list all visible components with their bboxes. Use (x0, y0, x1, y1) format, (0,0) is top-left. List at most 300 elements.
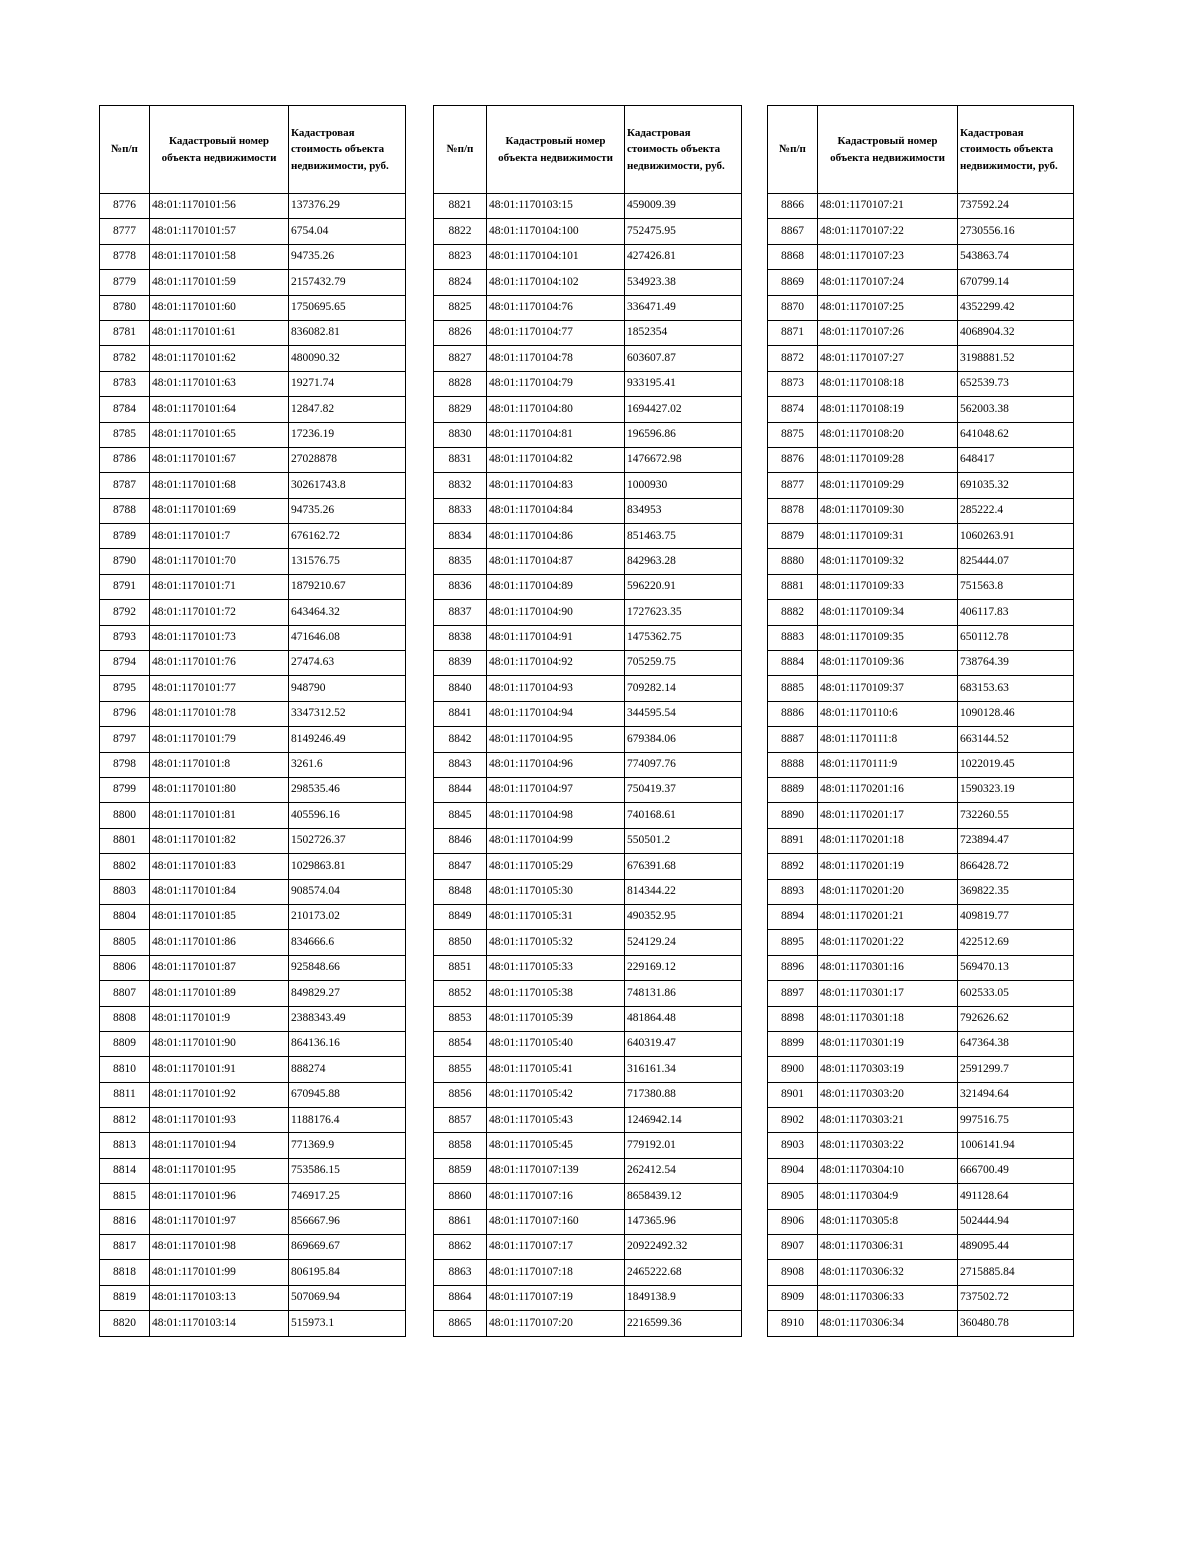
row-number: 8830 (434, 422, 487, 447)
row-number: 8804 (100, 904, 150, 929)
table-row (100, 955, 406, 980)
cadastral-number: 48:01:1170306:31 (818, 1235, 958, 1260)
cadastral-value: 502444.94 (958, 1209, 1074, 1234)
row-number: 8873 (768, 371, 818, 396)
table-row (768, 777, 1074, 802)
row-number: 8867 (768, 219, 818, 244)
cadastral-value: 748131.86 (625, 981, 742, 1006)
table-row (434, 854, 742, 879)
cadastral-number: 48:01:1170301:17 (818, 981, 958, 1006)
row-number: 8839 (434, 651, 487, 676)
cadastral-value: 2465222.68 (625, 1260, 742, 1285)
cadastral-number: 48:01:1170101:70 (150, 549, 289, 574)
cadastral-value: 663144.52 (958, 727, 1074, 752)
table-row (100, 676, 406, 701)
header-cadastral-value: Кадастровая стоимость объекта недвижимости, руб. (625, 106, 742, 194)
row-number: 8881 (768, 574, 818, 599)
row-number: 8836 (434, 574, 487, 599)
row-number: 8806 (100, 955, 150, 980)
cadastral-number: 48:01:1170104:91 (487, 625, 625, 650)
cadastral-number: 48:01:1170104:86 (487, 524, 625, 549)
cadastral-number: 48:01:1170107:20 (487, 1311, 625, 1336)
cadastral-value: 1029863.81 (289, 854, 406, 879)
cadastral-number: 48:01:1170101:62 (150, 346, 289, 371)
cadastral-number: 48:01:1170104:90 (487, 600, 625, 625)
cadastral-number: 48:01:1170101:97 (150, 1209, 289, 1234)
cadastral-number: 48:01:1170301:16 (818, 955, 958, 980)
cadastral-number: 48:01:1170301:19 (818, 1031, 958, 1056)
table-row (434, 244, 742, 269)
cadastral-number: 48:01:1170104:97 (487, 777, 625, 802)
cadastral-value: 94735.26 (289, 498, 406, 523)
row-number: 8887 (768, 727, 818, 752)
cadastral-value: 908574.04 (289, 879, 406, 904)
cadastral-value: 750419.37 (625, 777, 742, 802)
table-row (768, 727, 1074, 752)
cadastral-number: 48:01:1170101:89 (150, 981, 289, 1006)
table-row (434, 1006, 742, 1031)
cadastral-value: 196596.86 (625, 422, 742, 447)
row-number: 8856 (434, 1082, 487, 1107)
row-number: 8888 (768, 752, 818, 777)
cadastral-number: 48:01:1170201:18 (818, 828, 958, 853)
row-number: 8822 (434, 219, 487, 244)
row-number: 8827 (434, 346, 487, 371)
table-row (768, 1133, 1074, 1158)
table-row (100, 1209, 406, 1234)
table-row (434, 371, 742, 396)
table-row (768, 219, 1074, 244)
cadastral-value: 869669.67 (289, 1235, 406, 1260)
cadastral-value: 650112.78 (958, 625, 1074, 650)
row-number: 8828 (434, 371, 487, 396)
cadastral-number: 48:01:1170305:8 (818, 1209, 958, 1234)
cadastral-number: 48:01:1170304:9 (818, 1184, 958, 1209)
cadastral-number: 48:01:1170105:30 (487, 879, 625, 904)
cadastral-number: 48:01:1170101:95 (150, 1158, 289, 1183)
table-row (768, 651, 1074, 676)
row-number: 8906 (768, 1209, 818, 1234)
cadastral-number: 48:01:1170105:41 (487, 1057, 625, 1082)
cadastral-value: 641048.62 (958, 422, 1074, 447)
table-row (434, 676, 742, 701)
table-row (768, 752, 1074, 777)
cadastral-number: 48:01:1170108:20 (818, 422, 958, 447)
cadastral-value: 2591299.7 (958, 1057, 1074, 1082)
cadastral-table-3 (767, 105, 1074, 1337)
cadastral-value: 948790 (289, 676, 406, 701)
cadastral-value: 489095.44 (958, 1235, 1074, 1260)
cadastral-value: 1849138.9 (625, 1285, 742, 1310)
row-number: 8855 (434, 1057, 487, 1082)
row-number: 8798 (100, 752, 150, 777)
cadastral-value: 1475362.75 (625, 625, 742, 650)
cadastral-value: 814344.22 (625, 879, 742, 904)
row-number: 8799 (100, 777, 150, 802)
cadastral-value: 1022019.45 (958, 752, 1074, 777)
row-number: 8883 (768, 625, 818, 650)
row-number: 8781 (100, 320, 150, 345)
cadastral-value: 405596.16 (289, 803, 406, 828)
cadastral-value: 27474.63 (289, 651, 406, 676)
table-row (100, 574, 406, 599)
table-row (100, 194, 406, 219)
table-row (768, 422, 1074, 447)
cadastral-value: 406117.83 (958, 600, 1074, 625)
table-row (434, 600, 742, 625)
table-row (434, 1108, 742, 1133)
cadastral-value: 2157432.79 (289, 270, 406, 295)
table-row (768, 447, 1074, 472)
cadastral-value: 1727623.35 (625, 600, 742, 625)
cadastral-value: 480090.32 (289, 346, 406, 371)
row-number: 8808 (100, 1006, 150, 1031)
cadastral-number: 48:01:1170101:96 (150, 1184, 289, 1209)
cadastral-value: 1750695.65 (289, 295, 406, 320)
cadastral-value: 1476672.98 (625, 447, 742, 472)
cadastral-number: 48:01:1170101:82 (150, 828, 289, 853)
row-number: 8905 (768, 1184, 818, 1209)
cadastral-number: 48:01:1170101:69 (150, 498, 289, 523)
cadastral-number: 48:01:1170101:84 (150, 879, 289, 904)
table-row (434, 320, 742, 345)
cadastral-number: 48:01:1170107:22 (818, 219, 958, 244)
row-number: 8884 (768, 651, 818, 676)
cadastral-number: 48:01:1170101:80 (150, 777, 289, 802)
row-number: 8840 (434, 676, 487, 701)
row-number: 8824 (434, 270, 487, 295)
row-number: 8785 (100, 422, 150, 447)
row-number: 8858 (434, 1133, 487, 1158)
table-row (768, 1082, 1074, 1107)
cadastral-value: 603607.87 (625, 346, 742, 371)
cadastral-number: 48:01:1170201:19 (818, 854, 958, 879)
row-number: 8865 (434, 1311, 487, 1336)
cadastral-value: 360480.78 (958, 1311, 1074, 1336)
table-row (434, 955, 742, 980)
table-row (100, 1260, 406, 1285)
row-number: 8886 (768, 701, 818, 726)
cadastral-number: 48:01:1170101:92 (150, 1082, 289, 1107)
row-number: 8870 (768, 295, 818, 320)
table-row (100, 777, 406, 802)
cadastral-value: 683153.63 (958, 676, 1074, 701)
table-row (434, 473, 742, 498)
row-number: 8866 (768, 194, 818, 219)
row-number: 8882 (768, 600, 818, 625)
row-number: 8875 (768, 422, 818, 447)
table-row (434, 397, 742, 422)
table-row (768, 1158, 1074, 1183)
cadastral-number: 48:01:1170104:95 (487, 727, 625, 752)
table-row (768, 1006, 1074, 1031)
cadastral-value: 723894.47 (958, 828, 1074, 853)
table-row (100, 320, 406, 345)
cadastral-number: 48:01:1170101:58 (150, 244, 289, 269)
table-row (434, 1260, 742, 1285)
cadastral-value: 771369.9 (289, 1133, 406, 1158)
table-row (434, 422, 742, 447)
cadastral-number: 48:01:1170104:101 (487, 244, 625, 269)
cadastral-number: 48:01:1170107:21 (818, 194, 958, 219)
cadastral-number: 48:01:1170101:78 (150, 701, 289, 726)
row-number: 8831 (434, 447, 487, 472)
cadastral-value: 524129.24 (625, 930, 742, 955)
cadastral-value: 515973.1 (289, 1311, 406, 1336)
row-number: 8812 (100, 1108, 150, 1133)
cadastral-number: 48:01:1170108:18 (818, 371, 958, 396)
row-number: 8869 (768, 270, 818, 295)
table-row (768, 828, 1074, 853)
cadastral-number: 48:01:1170107:19 (487, 1285, 625, 1310)
cadastral-value: 652539.73 (958, 371, 1074, 396)
row-number: 8815 (100, 1184, 150, 1209)
row-number: 8819 (100, 1285, 150, 1310)
cadastral-value: 691035.32 (958, 473, 1074, 498)
cadastral-number: 48:01:1170306:32 (818, 1260, 958, 1285)
row-number: 8794 (100, 651, 150, 676)
table-row (100, 651, 406, 676)
row-number: 8885 (768, 676, 818, 701)
cadastral-value: 17236.19 (289, 422, 406, 447)
table-row (100, 473, 406, 498)
cadastral-number: 48:01:1170101:60 (150, 295, 289, 320)
cadastral-number: 48:01:1170109:36 (818, 651, 958, 676)
cadastral-value: 774097.76 (625, 752, 742, 777)
cadastral-value: 2715885.84 (958, 1260, 1074, 1285)
table-row (434, 498, 742, 523)
cadastral-value: 834666.6 (289, 930, 406, 955)
table-row (768, 270, 1074, 295)
row-number: 8832 (434, 473, 487, 498)
cadastral-value: 1879210.67 (289, 574, 406, 599)
row-number: 8790 (100, 549, 150, 574)
cadastral-number: 48:01:1170105:31 (487, 904, 625, 929)
cadastral-value: 779192.01 (625, 1133, 742, 1158)
cadastral-number: 48:01:1170303:20 (818, 1082, 958, 1107)
row-number: 8903 (768, 1133, 818, 1158)
cadastral-number: 48:01:1170101:90 (150, 1031, 289, 1056)
cadastral-number: 48:01:1170101:67 (150, 447, 289, 472)
cadastral-number: 48:01:1170107:24 (818, 270, 958, 295)
table-row (768, 574, 1074, 599)
row-number: 8802 (100, 854, 150, 879)
table-row (100, 244, 406, 269)
table-row (768, 1285, 1074, 1310)
row-number: 8857 (434, 1108, 487, 1133)
cadastral-value: 676391.68 (625, 854, 742, 879)
cadastral-number: 48:01:1170104:98 (487, 803, 625, 828)
table-row (768, 1209, 1074, 1234)
cadastral-table-1 (99, 105, 406, 1337)
table-row (768, 346, 1074, 371)
table-row (100, 1108, 406, 1133)
row-number: 8837 (434, 600, 487, 625)
row-number: 8789 (100, 524, 150, 549)
row-number: 8849 (434, 904, 487, 929)
table-row (434, 346, 742, 371)
cadastral-value: 4352299.42 (958, 295, 1074, 320)
row-number: 8902 (768, 1108, 818, 1133)
table-row (100, 371, 406, 396)
row-number: 8893 (768, 879, 818, 904)
row-number: 8786 (100, 447, 150, 472)
table-row (434, 524, 742, 549)
cadastral-number: 48:01:1170101:64 (150, 397, 289, 422)
cadastral-number: 48:01:1170101:85 (150, 904, 289, 929)
cadastral-value: 321494.64 (958, 1082, 1074, 1107)
row-number: 8813 (100, 1133, 150, 1158)
row-number: 8880 (768, 549, 818, 574)
cadastral-number: 48:01:1170109:34 (818, 600, 958, 625)
row-number: 8868 (768, 244, 818, 269)
row-number: 8811 (100, 1082, 150, 1107)
cadastral-number: 48:01:1170104:100 (487, 219, 625, 244)
cadastral-number: 48:01:1170104:93 (487, 676, 625, 701)
cadastral-number: 48:01:1170103:14 (150, 1311, 289, 1336)
table-row (768, 1184, 1074, 1209)
table-row (100, 270, 406, 295)
row-number: 8801 (100, 828, 150, 853)
cadastral-value: 753586.15 (289, 1158, 406, 1183)
table-row (768, 244, 1074, 269)
table-row (434, 981, 742, 1006)
cadastral-number: 48:01:1170301:18 (818, 1006, 958, 1031)
cadastral-value: 752475.95 (625, 219, 742, 244)
cadastral-value: 8149246.49 (289, 727, 406, 752)
cadastral-number: 48:01:1170201:17 (818, 803, 958, 828)
table-row (100, 854, 406, 879)
cadastral-value: 8658439.12 (625, 1184, 742, 1209)
cadastral-value: 562003.38 (958, 397, 1074, 422)
cadastral-value: 459009.39 (625, 194, 742, 219)
row-number: 8778 (100, 244, 150, 269)
table-row (100, 752, 406, 777)
table-row (434, 270, 742, 295)
cadastral-value: 6754.04 (289, 219, 406, 244)
row-number: 8779 (100, 270, 150, 295)
table-row (768, 879, 1074, 904)
row-number: 8871 (768, 320, 818, 345)
cadastral-number: 48:01:1170101:77 (150, 676, 289, 701)
cadastral-number: 48:01:1170105:42 (487, 1082, 625, 1107)
table-row (100, 904, 406, 929)
cadastral-number: 48:01:1170104:96 (487, 752, 625, 777)
cadastral-value: 640319.47 (625, 1031, 742, 1056)
table-row (434, 1285, 742, 1310)
table-row (434, 701, 742, 726)
cadastral-number: 48:01:1170101:61 (150, 320, 289, 345)
row-number: 8890 (768, 803, 818, 828)
cadastral-value: 806195.84 (289, 1260, 406, 1285)
cadastral-number: 48:01:1170107:27 (818, 346, 958, 371)
cadastral-value: 864136.16 (289, 1031, 406, 1056)
cadastral-value: 131576.75 (289, 549, 406, 574)
table-row (100, 625, 406, 650)
row-number: 8844 (434, 777, 487, 802)
table-row (768, 1260, 1074, 1285)
cadastral-number: 48:01:1170101:68 (150, 473, 289, 498)
cadastral-number: 48:01:1170101:73 (150, 625, 289, 650)
row-number: 8863 (434, 1260, 487, 1285)
cadastral-value: 825444.07 (958, 549, 1074, 574)
row-number: 8851 (434, 955, 487, 980)
header-cadastral-value: Кадастровая стоимость объекта недвижимости, руб. (958, 106, 1074, 194)
cadastral-number: 48:01:1170107:25 (818, 295, 958, 320)
cadastral-value: 596220.91 (625, 574, 742, 599)
cadastral-value: 1694427.02 (625, 397, 742, 422)
cadastral-value: 1090128.46 (958, 701, 1074, 726)
cadastral-value: 746917.25 (289, 1184, 406, 1209)
row-number: 8817 (100, 1235, 150, 1260)
row-number: 8843 (434, 752, 487, 777)
table-row (768, 320, 1074, 345)
table-row (100, 1082, 406, 1107)
table-row (434, 803, 742, 828)
row-number: 8782 (100, 346, 150, 371)
table-row (434, 447, 742, 472)
cadastral-value: 851463.75 (625, 524, 742, 549)
table-row (434, 295, 742, 320)
cadastral-number: 48:01:1170101:93 (150, 1108, 289, 1133)
table-row (768, 854, 1074, 879)
table-row (768, 1031, 1074, 1056)
cadastral-value: 12847.82 (289, 397, 406, 422)
cadastral-number: 48:01:1170107:18 (487, 1260, 625, 1285)
cadastral-value: 27028878 (289, 447, 406, 472)
row-number: 8783 (100, 371, 150, 396)
row-number: 8864 (434, 1285, 487, 1310)
row-number: 8777 (100, 219, 150, 244)
cadastral-number: 48:01:1170107:23 (818, 244, 958, 269)
table-row (434, 1057, 742, 1082)
cadastral-value: 643464.32 (289, 600, 406, 625)
cadastral-number: 48:01:1170103:13 (150, 1285, 289, 1310)
cadastral-number: 48:01:1170303:22 (818, 1133, 958, 1158)
table-row (768, 955, 1074, 980)
cadastral-number: 48:01:1170101:71 (150, 574, 289, 599)
cadastral-value: 481864.48 (625, 1006, 742, 1031)
table-row (434, 752, 742, 777)
cadastral-number: 48:01:1170111:8 (818, 727, 958, 752)
row-number: 8891 (768, 828, 818, 853)
row-number: 8859 (434, 1158, 487, 1183)
table-row (434, 219, 742, 244)
cadastral-value: 1852354 (625, 320, 742, 345)
cadastral-value: 732260.55 (958, 803, 1074, 828)
header-number: №п/п (434, 106, 487, 194)
cadastral-number: 48:01:1170201:21 (818, 904, 958, 929)
row-number: 8850 (434, 930, 487, 955)
cadastral-value: 262412.54 (625, 1158, 742, 1183)
cadastral-value: 666700.49 (958, 1158, 1074, 1183)
row-number: 8879 (768, 524, 818, 549)
table-row (434, 1311, 742, 1336)
table-row (768, 1235, 1074, 1260)
cadastral-number: 48:01:1170101:98 (150, 1235, 289, 1260)
cadastral-number: 48:01:1170109:28 (818, 447, 958, 472)
row-number: 8809 (100, 1031, 150, 1056)
row-number: 8909 (768, 1285, 818, 1310)
cadastral-value: 1006141.94 (958, 1133, 1074, 1158)
cadastral-value: 491128.64 (958, 1184, 1074, 1209)
cadastral-number: 48:01:1170101:87 (150, 955, 289, 980)
row-number: 8791 (100, 574, 150, 599)
table-row (768, 981, 1074, 1006)
cadastral-value: 2388343.49 (289, 1006, 406, 1031)
cadastral-value: 569470.13 (958, 955, 1074, 980)
cadastral-number: 48:01:1170105:32 (487, 930, 625, 955)
